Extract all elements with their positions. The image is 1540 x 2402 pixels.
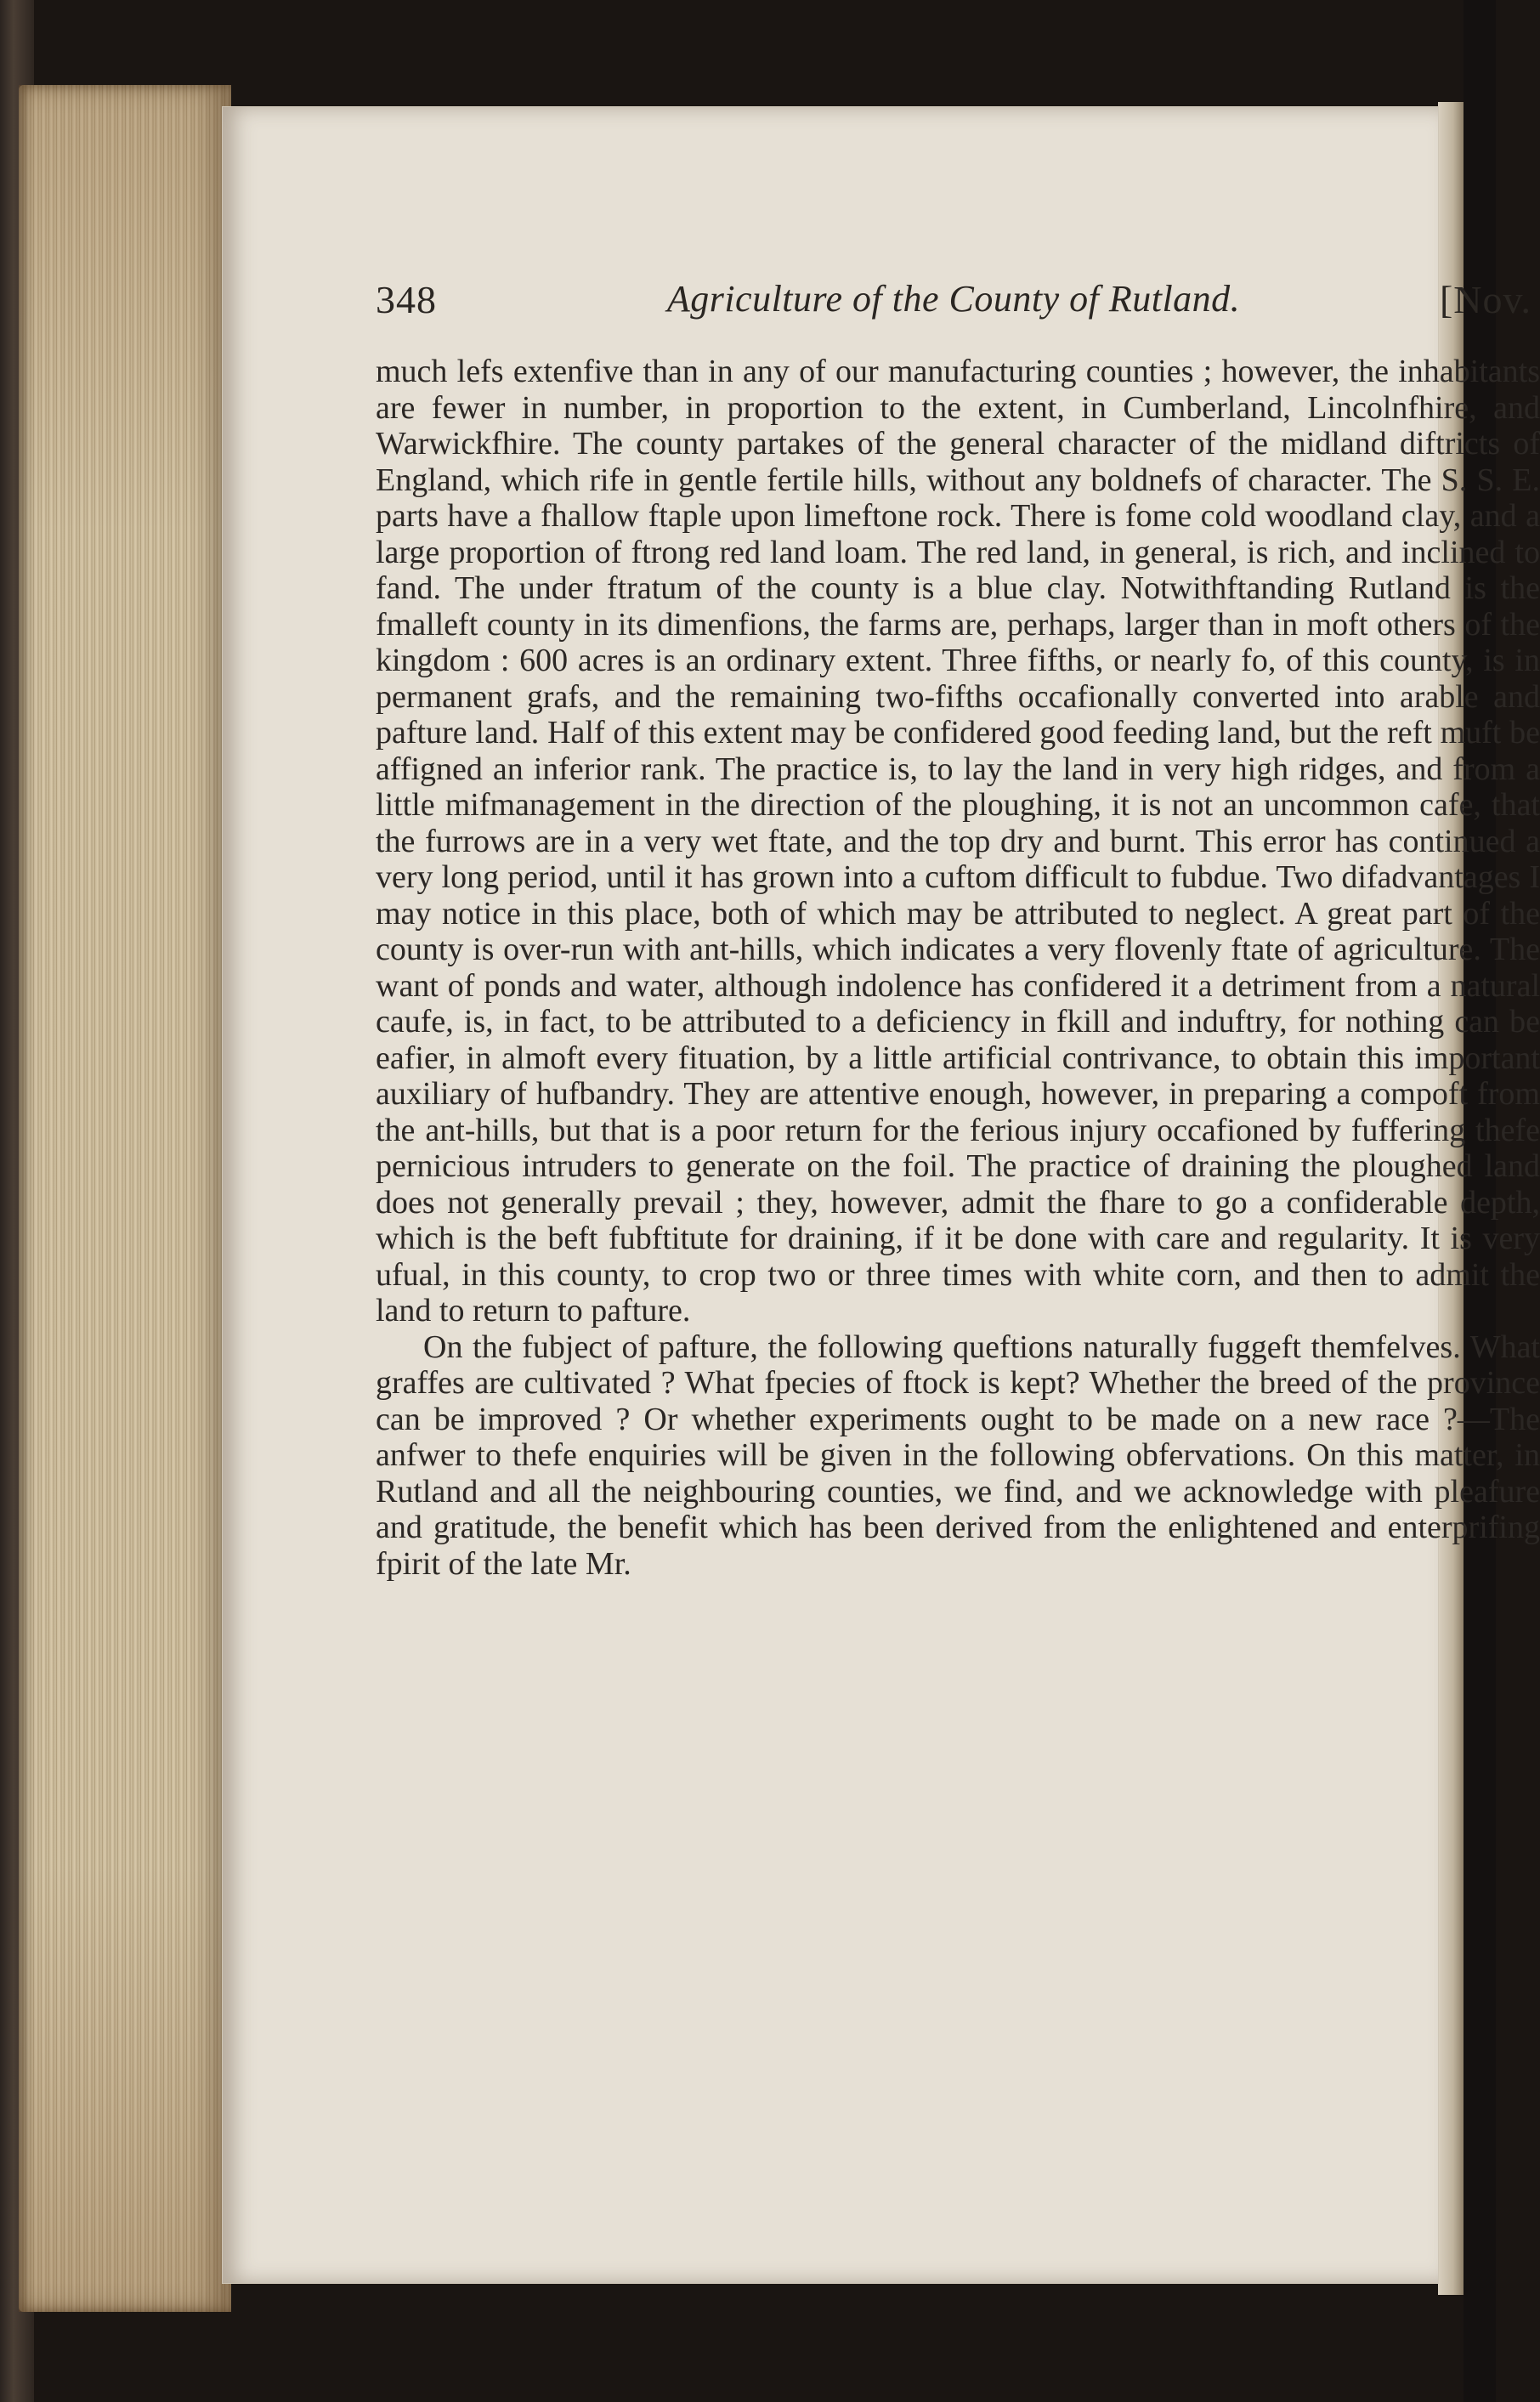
running-header xyxy=(376,277,1532,354)
paragraph: On the fubject of pafture, the following queftions naturally fuggeft themfelves. What graffes are cultivated ? What fpecies of ftock is kept? Whether the breed of the province can be improved ? Or whether experiments ought to be made on a new race ?—The anfwer to thefe enquiries will be given in the following obfervations. On this matter, in Rutland and all the neighbouring counties, we find, and we acknowledge with pleafure and gratitude, the benefit which has been derived from the enlightened and enterprifing fpirit of the late Mr. xyxy=(376,1328,1540,1582)
section-mark: [Nov. xyxy=(1439,278,1532,321)
paragraph: much lefs extenfive than in any of our manufacturing counties ; however, the inhabitants are fewer in number, in proportion to the extent, in Cumberland, Lincolnfhire, and Warwickfhire. The county partakes of the general character of the midland diftricts of England, which rife in gentle fertile hills, without any boldnefs of character. The S. S. E. parts have a fhallow ftaple upon limeftone rock. There is fome cold woodland clay, and a large proportion of ftrong red land loam. The red land, in general, is rich, and inclined to fand. The under ftratum of the county is a blue clay. Notwithftanding Rutland is the fmalleft county in its dimenfions, the farms are, perhaps, larger than in moft others of the kingdom : 600 acres is an ordinary extent. Three fifths, or nearly fo, of this county, is in permanent grafs, and the remaining two-fifths occafionally converted into arable and pafture land. Half of this extent may be confidered good feeding land, but the reft muft be affigned an inferior rank. The practice is, to lay the land in very high ridges, and from a little mifmanagement in the direction of the ploughing, it is not an uncommon cafe, that the furrows are in a very wet ftate, and the top dry and burnt. This error has continued a very long period, until it has grown into a cuftom difficult to fubdue. Two difadvantages I may notice in this place, both of which may be attributed to neglect. A great part of the county is over-run with ant-hills, which indicates a very flovenly ftate of agriculture. The want of ponds and water, although indolence has confidered it a detriment from a natural caufe, is, in fact, to be attributed to a deficiency in fkill and induftry, for nothing can be eafier, in almoft every fituation, by a little artificial contrivance, to obtain this important auxiliary of hufbandry. They are attentive enough, however, in preparing a compoft from the ant-hills, but that is a poor return for the ferious injury occafioned by fuffering thefe pernicious intruders to generate on the foil. The practice of draining the ploughed land does not generally prevail ; they, however, admit the fhare to go a confiderable depth, which is the beft fubftitute for draining, if it be done with care and regularity. It is very ufual, in this county, to crop two or three times with white corn, and then to admit the land to return to pafture. xyxy=(376,354,1540,1328)
book-page xyxy=(223,107,1540,2283)
running-title: Agriculture of the County of Rutland. xyxy=(666,278,1241,320)
book-page-edges xyxy=(19,85,231,2312)
page-number: 348 xyxy=(376,278,437,321)
body-text xyxy=(376,354,1540,1582)
